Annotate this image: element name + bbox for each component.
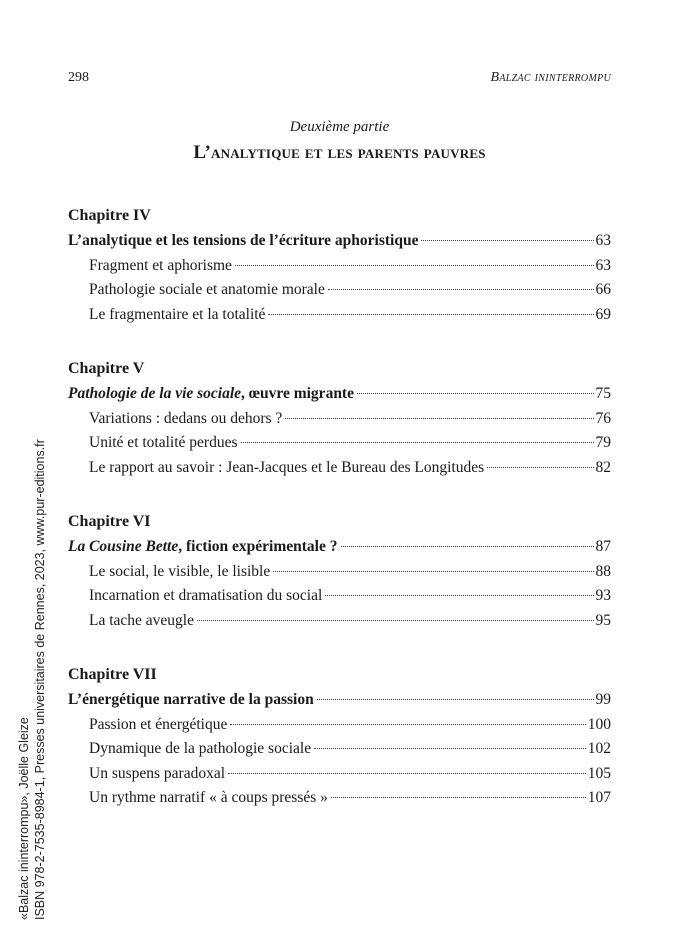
part-heading [68,116,611,166]
toc-entry-main[interactable] [68,229,611,254]
dot-leader [230,724,585,725]
entry-page: 66 [595,281,611,298]
part-title: L’analytique et les parents pauvres [193,142,486,163]
part-label: Deuxième partie [289,119,390,135]
chapter-iv [68,204,611,327]
entry-title: Pathologie sociale et anatomie morale [89,281,325,298]
entry-title: Incarnation et dramatisation du social [89,587,323,604]
entry-title: L’analytique et les tensions de l’écriture aphoristique [68,232,419,249]
toc-entry[interactable] [68,303,611,328]
entry-title: Un rythme narratif « à coups pressés » [89,789,328,806]
entry-page: 95 [595,611,611,629]
toc-entry-main[interactable] [68,382,611,407]
toc-entry[interactable] [68,456,611,481]
entry-title: Le rapport au savoir : Jean-Jacques et le Bureau des Longitudes [89,458,485,476]
entry-page: 75 [595,385,611,402]
chapter-label: Chapitre VII [68,666,157,683]
toc-entry[interactable] [68,737,611,762]
entry-page: 105 [587,764,611,782]
entry-title-rest: , fiction expérimentale ? [178,538,338,555]
dot-leader [325,595,593,596]
toc-entry[interactable] [68,254,611,279]
dot-leader [331,797,586,798]
dot-leader [235,265,594,266]
dot-leader [197,620,594,621]
entry-page: 88 [595,562,611,580]
entry-page: 79 [595,434,611,451]
side-credit-text [16,410,48,920]
entry-title: Unité et totalité perdues [89,434,238,451]
dot-leader [421,240,593,241]
toc-entry[interactable] [68,713,611,738]
toc-entry[interactable] [68,407,611,432]
toc-entry[interactable] [68,609,611,634]
entry-title: La tache aveugle [89,611,194,629]
entry-page: 102 [587,740,611,757]
dot-leader [341,546,594,547]
toc-entry[interactable] [68,584,611,609]
entry-title-italic: Pathologie de la vie sociale [68,385,242,402]
toc-entry[interactable] [68,560,611,585]
entry-title: Le social, le visible, le lisible [89,562,271,580]
entry-page: 69 [595,305,611,323]
dot-leader [314,748,586,749]
entry-page: 87 [595,538,611,555]
table-of-contents [68,204,611,841]
toc-entry-main[interactable] [68,535,611,560]
chapter-label: Chapitre VI [68,513,151,530]
entry-title: Passion et énergétique [89,715,228,733]
dot-leader [317,699,594,700]
entry-page: 63 [595,232,611,249]
side-credit-line-2: ISBN 978-2-7535-8984-1, Presses universitaires de Rennes, 2023, www.pur-editions.fr [33,439,47,920]
dot-leader [285,418,593,419]
entry-title: Dynamique de la pathologie sociale [89,740,312,757]
chapter-label: Chapitre V [68,360,145,377]
entry-title: Variations : dedans ou dehors ? [89,409,283,427]
toc-entry[interactable] [68,278,611,303]
entry-title [68,535,338,560]
dot-leader [268,314,593,315]
dot-leader [487,467,593,468]
chapter-vii [68,663,611,811]
entry-title [68,382,354,407]
entry-page: 100 [587,715,611,733]
chapter-label: Chapitre IV [68,207,151,224]
dot-leader [228,773,586,774]
entry-page: 99 [595,691,611,708]
dot-leader [357,393,594,394]
entry-page: 82 [595,458,611,476]
dot-leader [241,442,594,443]
side-credit-line-1: «Balzac ininterrompu», Joëlle Gleize [17,717,31,920]
entry-title: Un suspens paradoxal [89,764,226,782]
toc-entry[interactable] [68,762,611,787]
entry-page: 63 [595,256,611,274]
dot-leader [328,289,594,290]
entry-page: 107 [587,789,611,806]
entry-title-italic: La Cousine Bette [68,538,179,555]
toc-entry[interactable] [68,431,611,456]
chapter-v [68,357,611,480]
entry-title: Le fragmentaire et la totalité [89,305,266,323]
dot-leader [273,571,593,572]
toc-entry[interactable] [68,786,611,811]
entry-page: 76 [595,409,611,427]
side-credit [12,410,52,920]
entry-title: L’énergétique narrative de la passion [68,691,314,708]
entry-title-rest: , œuvre migrante [241,385,354,402]
running-book-title: Balzac ininterrompu [490,70,611,85]
page-number: 298 [68,70,89,85]
chapter-vi [68,510,611,633]
toc-entry-main[interactable] [68,688,611,713]
entry-title: Fragment et aphorisme [89,256,232,274]
entry-page: 93 [595,587,611,604]
